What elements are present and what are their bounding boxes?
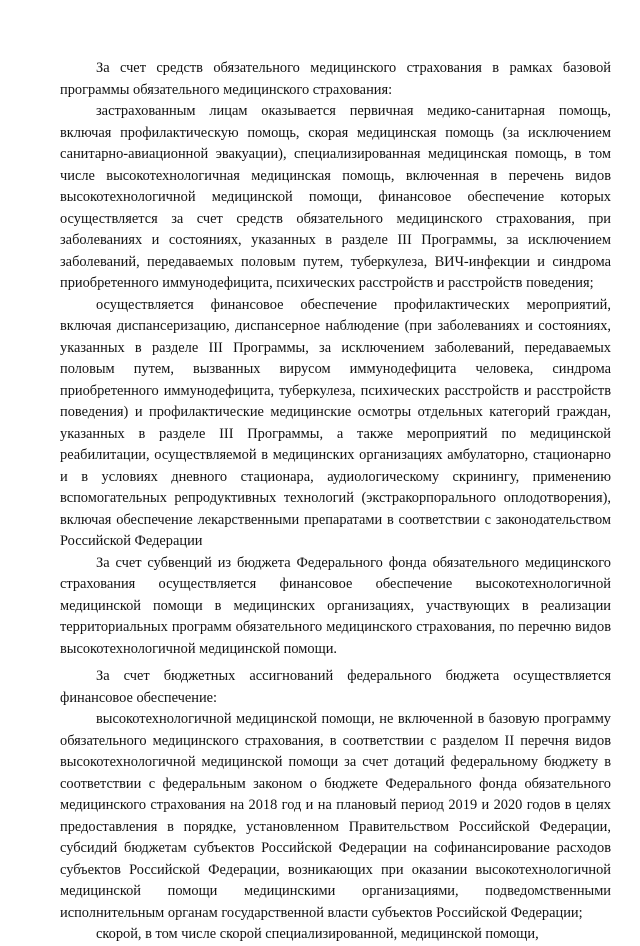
paragraph-high-tech-care: высокотехнологичной медицинской помощи, не включенной в базовую программу обязательного медицинского страхования, в соответствии с разделом II перечня видов высокотехнологичной медицинской помощи за счет дотаций федеральному бюджету в соответствии с федеральным законом о бюджете Федерального фонда обязательного медицинского страхования на 2018 год и на плановый период 2019 и 2020 годов в целях предоставления в порядке, установленном Правительством Российской Федерации, субсидий бюджетам субъектов Российской Федерации на софинансирование расходов субъектов Российской Федерации, возникающих при оказании высокотехнологичной медицинской помощи медицинскими организациями, подведомственными исполнительным органам государственной власти субъектов Российской Федерации; xyxy=(60,711,611,921)
paragraph-primary-care: застрахованным лицам оказывается первичная медико-санитарная помощь, включая профилактическую помощь, скорая медицинская помощь (за исключением санитарно-авиационной эвакуации), специализированная медицинская помощь, в том числе высокотехнологичная медицинская помощь, включенная в перечень видов высокотехнологичной медицинской помощи, финансовое обеспечение которых осуществляется за счет средств обязательного медицинского страхования, при заболеваниях и состояниях, указанных в разделе III Программы, за исключением заболеваний, передаваемых половым путем, туберкулеза, ВИЧ-инфекции и синдрома приобретенного иммунодефицита, психических расстройств и расстройств поведения; xyxy=(60,103,611,291)
paragraph-emergency-care: скорой, в том числе скорой специализированной, медицинской помощи, xyxy=(96,926,539,942)
paragraph-federal-budget-intro: За счет бюджетных ассигнований федерального бюджета осуществляется финансовое обеспечение: xyxy=(60,668,611,706)
paragraph-subventions: За счет субвенций из бюджета Федерального фонда обязательного медицинского страхования осуществляется финансовое обеспечение высокотехнологичной медицинской помощи в медицинских организациях, участвующих в реализации территориальных программ обязательного медицинского страхования, по перечню видов высокотехнологичной медицинской помощи. xyxy=(60,554,611,657)
document-page xyxy=(60,58,611,946)
paragraph-omc-intro: За счет средств обязательного медицинского страхования в рамках базовой программы обязательного медицинского страхования: xyxy=(60,60,611,98)
paragraph-prevention-funding: осуществляется финансовое обеспечение профилактических мероприятий, включая диспансеризацию, диспансерное наблюдение (при заболеваниях и состояниях, указанных в разделе III Программы, за исключением заболеваний, передаваемых половым путем, вызванных вирусом иммунодефицита человека, синдрома приобретенного иммунодефицита, туберкулеза, психических расстройств и расстройств поведения) и профилактические медицинские осмотры отдельных категорий граждан, указанных в разделе III Программы, а также мероприятий по медицинской реабилитации, осуществляемой в медицинских организациях амбулаторно, стационарно и в условиях дневного стационара, аудиологическому скринингу, применению вспомогательных репродуктивных технологий (экстракорпорального оплодотворения), включая обеспечение лекарственными препаратами в соответствии с законодательством Российской Федерации xyxy=(60,296,611,549)
